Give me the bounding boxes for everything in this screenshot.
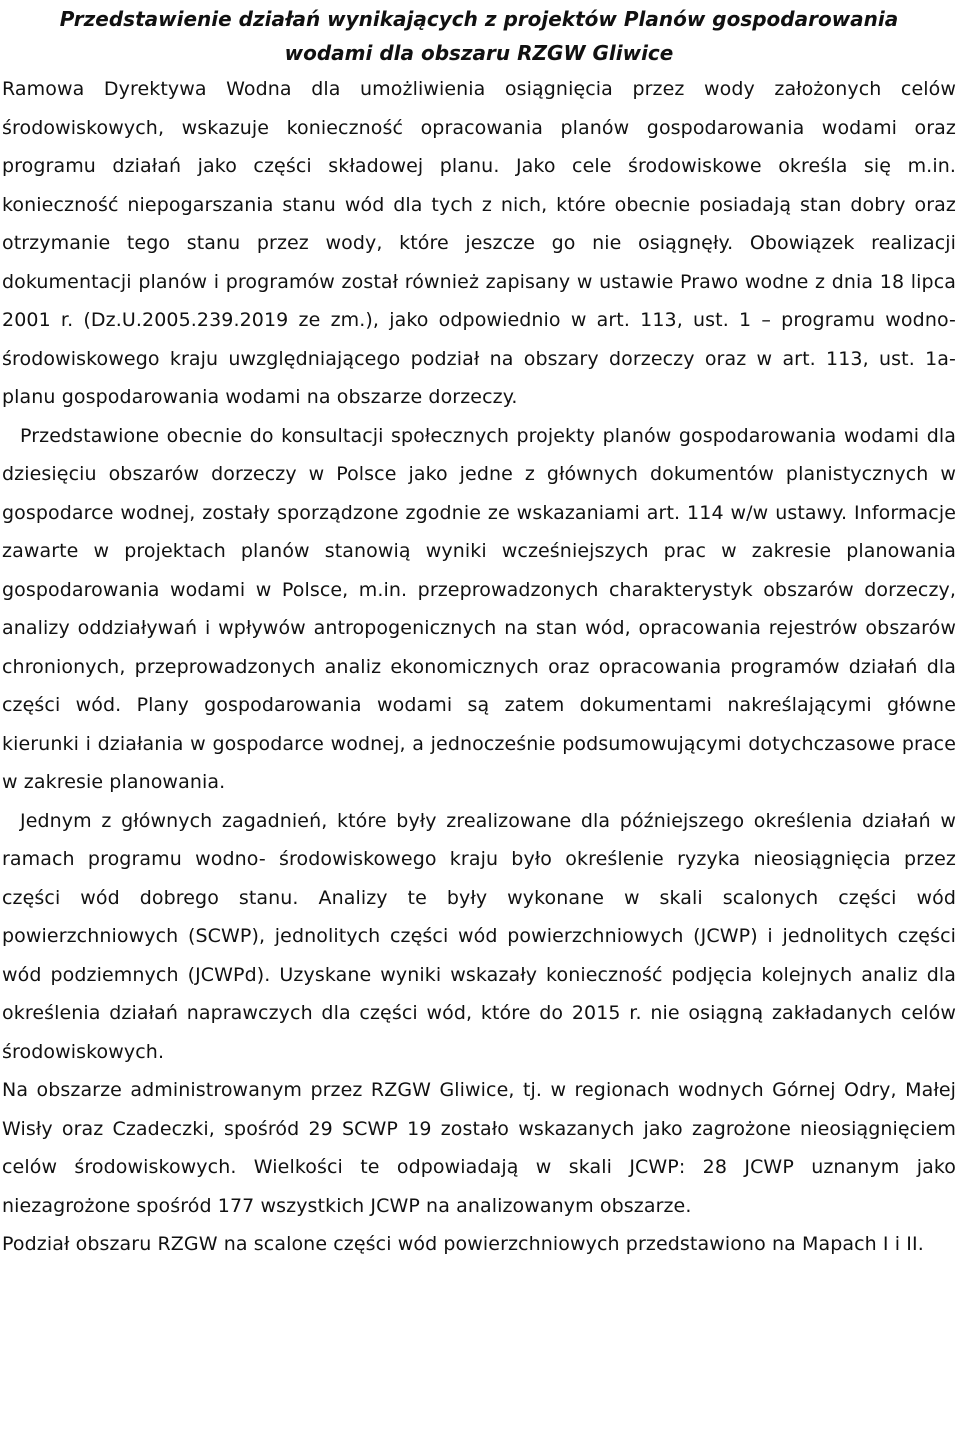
paragraph-rdw: Ramowa Dyrektywa Wodna dla umożliwienia osiągnięcia przez wody założonych celów środowiskowych, wskazuje konieczność opracowania planów gospodarowania wodami oraz programu działań jako części składowej planu. Jako cele środowiskowe określa się m.in. konieczność niepogarszania stanu wód dla tych z nich, które obecnie posiadają stan dobry oraz otrzymanie tego stanu przez wody, które jeszcze go nie osiągnęły. Obowiązek realizacji dokumentacji planów i programów został również zapisany w ustawie Prawo wodne z dnia 18 lipca 2001 r. (Dz.U.2005.239.2019 ze zm.), jako odpowiednio w art. 113, ust. 1 – programu wodno- środowiskowego kraju uwzględniającego podział na obszary dorzeczy oraz w art. 113, ust. 1a- planu gospodarowania wodami na obszarze dorzeczy. <box>2 78 956 408</box>
paragraph-rzgw-gliwice: Na obszarze administrowanym przez RZGW Gliwice, tj. w regionach wodnych Górnej Odry, Małej Wisły oraz Czadeczki, spośród 29 SCWP 19 zostało wskazanych jako zagrożone nieosiągnięciem celów środowiskowych. Wielkości te odpowiadają w skali JCWP: 28 JCWP uznanym jako niezagrożone spośród 177 wszystkich JCWP na analizowanym obszarze. <box>2 1079 956 1217</box>
title-line-1: Przedstawienie działań wynikających z projektów Planów gospodarowania <box>59 7 899 31</box>
paragraph-ryzyko: Jednym z głównych zagadnień, które były zrealizowane dla późniejszego określenia działań w ramach programu wodno- środowiskowego kraju było określenie ryzyka nieosiągnięcia przez części wód dobrego stanu. Analizy te były wykonane w skali scalonych części wód powierzchniowych (SCWP), jednolitych części wód powierzchniowych (JCWP) i jednolitych części wód podziemnych (JCWPd). Uzyskane wyniki wskazały konieczność podjęcia kolejnych analiz dla określenia działań naprawczych dla części wód, które do 2015 r. nie osiągną zakładanych celów środowiskowych. <box>2 809 956 1063</box>
title-line-2: wodami dla obszaru RZGW Gliwice <box>284 41 674 65</box>
paragraph-projekty-planow: Przedstawione obecnie do konsultacji społecznych projekty planów gospodarowania wodami dla dziesięciu obszarów dorzeczy w Polsce jako jedne z głównych dokumentów planistycznych w gospodarce wodnej, zostały sporządzone zgodnie ze wskazaniami art. 114 w/w ustawy. Informacje zawarte w projektach planów stanowią wyniki wcześniejszych prac w zakresie planowania gospodarowania wodami w Polsce, m.in. przeprowadzonych charakterystyk obszarów dorzeczy, analizy oddziaływań i wpływów antropogenicznych na stan wód, opracowania rejestrów obszarów chronionych, przeprowadzonych analiz ekonomicznych oraz opracowania programów działań dla części wód. Plany gospodarowania wodami są zatem dokumentami nakreślającymi główne kierunki i działania w gospodarce wodnej, a jednocześnie podsumowującymi dotychczasowe prace w zakresie planowania. <box>2 424 956 793</box>
document-title <box>2 0 956 70</box>
paragraph-mapy: Podział obszaru RZGW na scalone części wód powierzchniowych przedstawiono na Mapach I i II. <box>2 1233 924 1255</box>
